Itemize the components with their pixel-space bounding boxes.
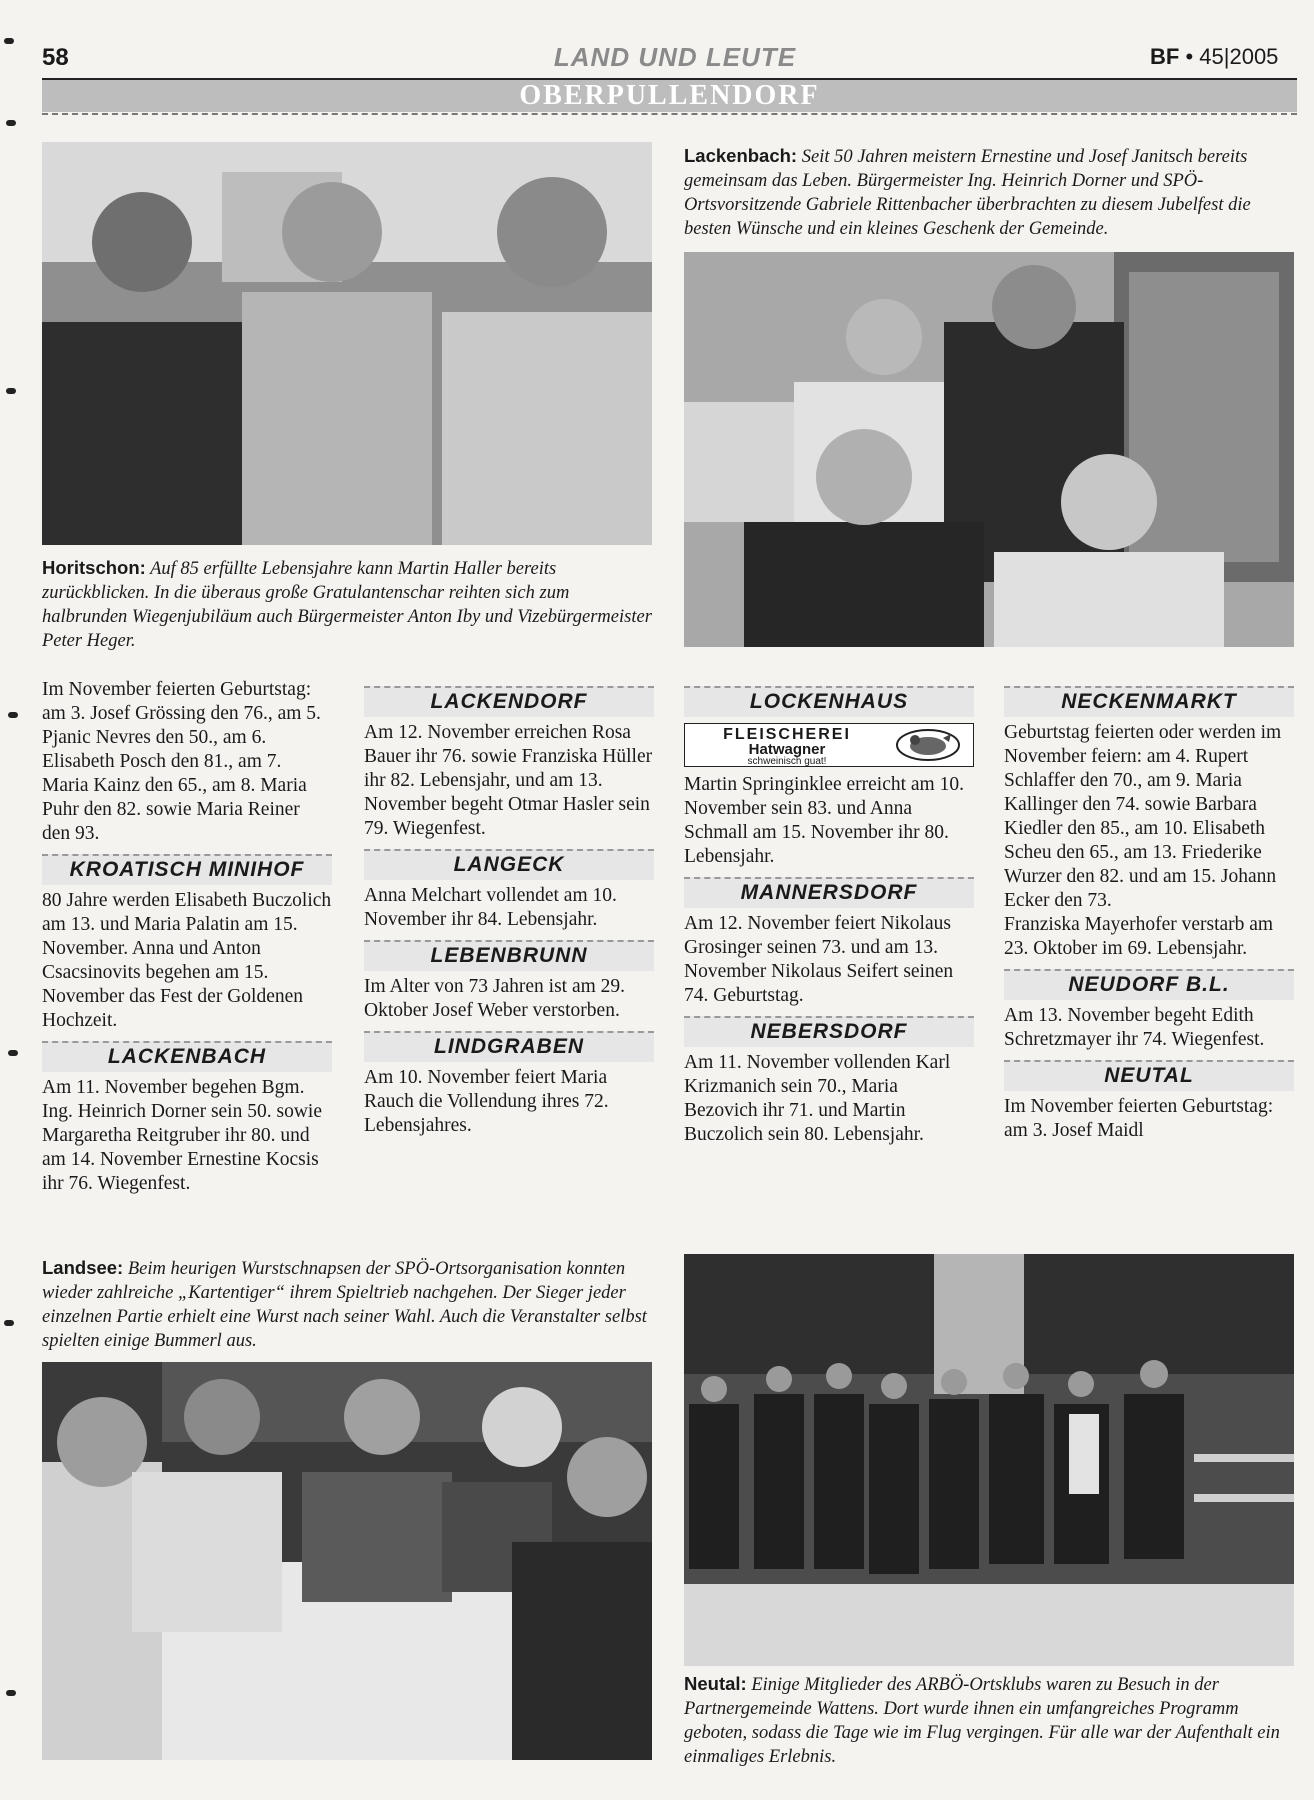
- article-text: Im November feierten Geburtstag: am 3. Josef Maidl: [1004, 1096, 1274, 1141]
- section-heading: KROATISCH MINIHOF: [42, 854, 332, 885]
- caption-lead: Lackenbach:: [684, 145, 798, 166]
- margin-mark: [4, 38, 14, 44]
- section-heading: LACKENBACH: [42, 1041, 332, 1072]
- section-heading: LINDGRABEN: [364, 1031, 654, 1062]
- caption-landsee: [42, 1256, 652, 1353]
- ad-title: FLEISCHEREI: [723, 726, 851, 743]
- column-1: [42, 678, 332, 1196]
- article-text: 80 Jahre werden Elisabeth Buczolich am 13. und Maria Palatin am 15. November. Anna und Anton Csacsinovits begehen am 15. November das Fest der Goldenen Hochzeit.: [42, 890, 332, 1031]
- margin-mark: [6, 388, 16, 394]
- caption-text: Einige Mitglieder des ARBÖ-Ortsklubs waren zu Besuch in der Partnergemeinde Wattens. Dort wurde ihnen ein umfangreiches Programm geboten, sodass die Tage wie im Flug vergingen. Für alle war der Aufenthalt ein einmaliges Erlebnis.: [684, 1675, 1280, 1767]
- section-heading: LOCKENHAUS: [684, 686, 974, 717]
- pig-logo-icon: [895, 728, 961, 762]
- margin-mark: [6, 1690, 16, 1696]
- caption-lead: Neutal:: [684, 1673, 747, 1694]
- article-text: Am 12. November feiert Nikolaus Grosinger seinen 73. und am 13. November Nikolaus Seifert seinen 74. Geburtstag.: [684, 913, 954, 1006]
- article-text: Martin Springinklee erreicht am 10. November sein 83. und Anna Schmall am 15. November ihr 80. Lebensjahr.: [684, 774, 964, 867]
- caption-lead: Horitschon:: [42, 557, 146, 578]
- article-text: Anna Melchart vollendet am 10. November ihr 84. Lebensjahr.: [364, 885, 617, 930]
- article-text: Am 12. November erreichen Rosa Bauer ihr 76. sowie Franziska Hüller ihr 82. Lebensjahr, und am 13. November begeht Otmar Hasler sein 79. Wiegenfest.: [364, 722, 653, 839]
- ad-fleischerei: [684, 723, 974, 767]
- kicker-title: LAND UND LEUTE: [553, 42, 797, 72]
- caption-lackenbach: [684, 144, 1284, 241]
- photo-lackenbach: [684, 252, 1294, 647]
- section-title: OBERPULLENDORF: [519, 80, 820, 111]
- issue-number: 45|2005: [1199, 44, 1279, 69]
- photo-horitschon: [42, 142, 652, 545]
- article-text: Am 10. November feiert Maria Rauch die Vollendung ihres 72. Lebensjahres.: [364, 1067, 609, 1136]
- section-heading: NECKENMARKT: [1004, 686, 1294, 717]
- photo-neutal: [684, 1254, 1294, 1666]
- caption-horitschon: [42, 556, 652, 653]
- article-text: Im November feierten Geburtstag: am 3. Josef Grössing den 76., am 5. Pjanic Nevres den 50., am 6. Elisabeth Posch den 81., am 7. Maria Kainz den 65., am 8. Maria Puhr den 82. sowie Maria Reiner den 93.: [42, 679, 321, 844]
- section-bar: [42, 80, 1297, 112]
- caption-neutal: [684, 1672, 1294, 1769]
- dotted-rule: [42, 113, 1297, 115]
- column-2: [364, 678, 654, 1138]
- issue-info: BF • 45|2005: [1150, 44, 1279, 69]
- article-text: Am 11. November begehen Bgm. Ing. Heinrich Dorner sein 50. sowie Margaretha Reitgruber ihr 80. und am 14. November Ernestine Kocsis ihr 76. Wiegenfest.: [42, 1077, 322, 1194]
- section-heading: LANGECK: [364, 849, 654, 880]
- margin-mark: [6, 120, 16, 126]
- article-text: Franziska Mayerhofer verstarb am 23. Oktober im 69. Lebensjahr.: [1004, 914, 1274, 959]
- ad-slogan: schweinisch guat!: [747, 756, 827, 767]
- section-heading: LACKENDORF: [364, 686, 654, 717]
- section-heading: LEBENBRUNN: [364, 940, 654, 971]
- margin-mark: [4, 1320, 14, 1326]
- article-text: Am 13. November begeht Edith Schretzmayer ihr 74. Wiegenfest.: [1004, 1005, 1265, 1050]
- section-heading: NEUDORF B.L.: [1004, 969, 1294, 1000]
- article-text: Im Alter von 73 Jahren ist am 29. Oktober Josef Weber verstorben.: [364, 976, 626, 1021]
- ad-name: Hatwagner: [748, 741, 826, 758]
- caption-text: Beim heurigen Wurstschnapsen der SPÖ-Ortsorganisation konnten wieder zahlreiche „Kartentiger“ ihrem Spieltrieb nachgehen. Der Sieger jeder einzelnen Partie erhielt eine Wurst nach seiner Wahl. Auch die Veranstalter selbst spielten einige Bummerl aus.: [42, 1259, 647, 1351]
- page-number: 58: [42, 44, 69, 71]
- column-3: [684, 678, 974, 1147]
- section-heading: MANNERSDORF: [684, 877, 974, 908]
- margin-mark: [8, 1050, 18, 1056]
- photo-landsee: [42, 1362, 652, 1760]
- section-heading: NEUTAL: [1004, 1060, 1294, 1091]
- caption-lead: Landsee:: [42, 1257, 124, 1278]
- publication-name: BF: [1150, 44, 1180, 69]
- section-heading: NEBERSDORF: [684, 1016, 974, 1047]
- article-text: Am 11. November vollenden Karl Krizmanich sein 70., Maria Bezovich ihr 71. und Martin Buczolich sein 80. Lebensjahr.: [684, 1052, 951, 1145]
- caption-text: Seit 50 Jahren meistern Ernestine und Josef Janitsch bereits gemeinsam das Leben. Bürgermeister Ing. Heinrich Dorner und SPÖ-Ortsvorsitzende Gabriele Rittenbacher überbrachten zu diesem Jubelfest die besten Wünsche und ein kleines Geschenk der Gemeinde.: [684, 147, 1251, 239]
- caption-text: Auf 85 erfüllte Lebensjahre kann Martin Haller bereits zurückblicken. In die überaus große Gratulantenschar reihten sich zum halbrunden Wiegenjubiläum auch Bürgermeister Anton Iby und Vizebürgermeister Peter Heger.: [42, 559, 652, 651]
- margin-mark: [8, 712, 18, 718]
- article-text: Geburtstag feierten oder werden im November feiern: am 4. Rupert Schlaffer den 70., am 9. Maria Kallinger den 74. sowie Barbara Kiedler den 85., am 10. Elisabeth Scheu den 65., am 13. Friederike Wurzer den 82. und am 15. Johann Ecker den 73.: [1004, 722, 1282, 911]
- column-4: [1004, 678, 1294, 1143]
